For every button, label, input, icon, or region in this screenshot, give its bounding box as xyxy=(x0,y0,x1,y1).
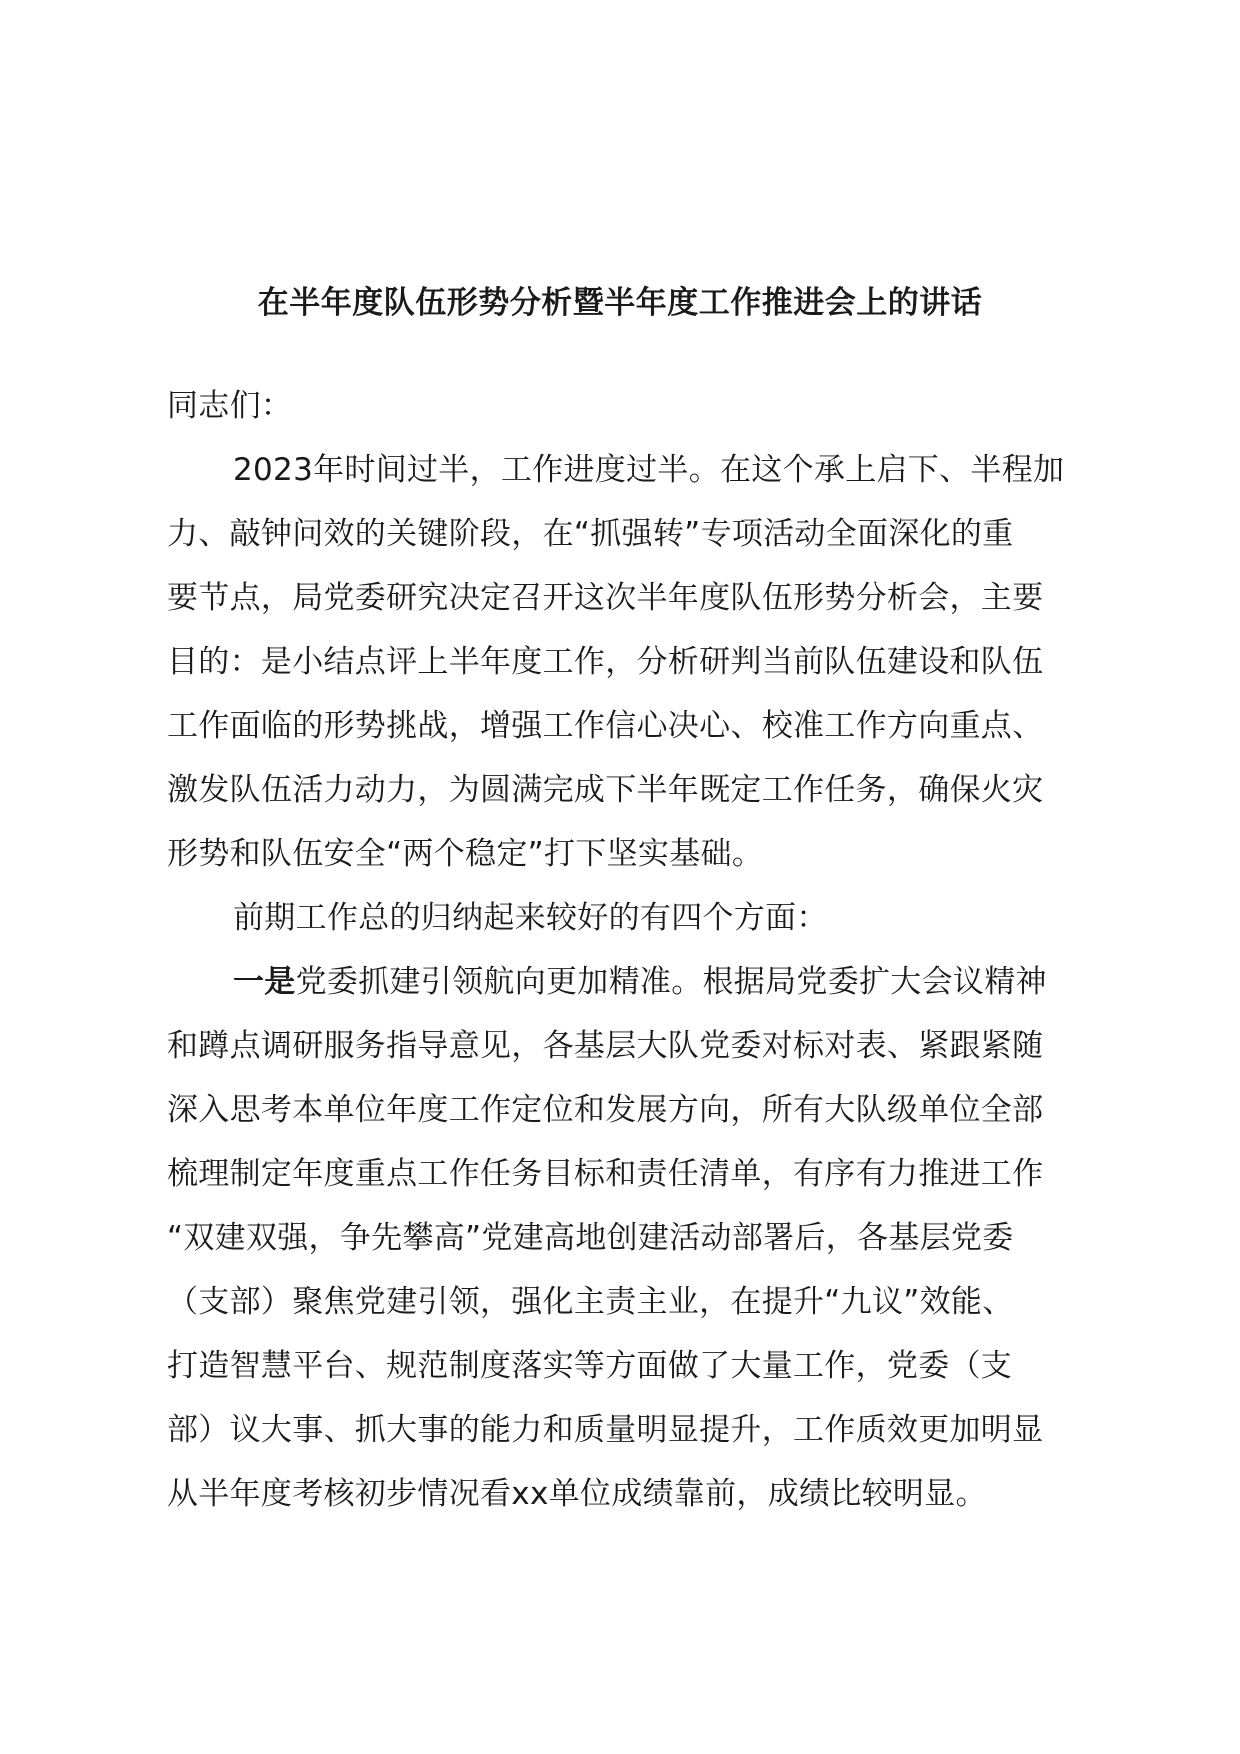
paragraph-line: 前期工作总的归纳起来较好的有四个方面： xyxy=(233,900,828,936)
paragraph-line: 激发队伍活力动力，为圆满完成下半年既定工作任务，确保火灾 xyxy=(167,772,1044,808)
paragraph-line xyxy=(167,950,1127,1014)
paragraph-line: 打造智慧平台、规范制度落实等方面做了大量工作，党委（支 xyxy=(167,1348,1013,1384)
paragraph-line: 工作面临的形势挑战，增强工作信心决心、校准工作方向重点、 xyxy=(167,708,1044,744)
paragraph-line: 梳理制定年度重点工作任务目标和责任清单，有序有力推进工作 xyxy=(167,1156,1044,1192)
paragraph-line: “双建双强，争先攀高”党建高地创建活动部署后，各基层党委 xyxy=(167,1220,1014,1256)
paragraph-line: 形势和队伍安全“两个稳定”打下坚实基础。 xyxy=(167,836,764,872)
document-body xyxy=(167,374,1127,1526)
salutation-line: 同志们： xyxy=(167,388,293,424)
paragraph-line: 力、敲钟问效的关键阶段，在“抓强转”专项活动全面深化的重 xyxy=(167,516,1014,552)
paragraph-line: 2023年时间过半，工作进度过半。在这个承上启下、半程加 xyxy=(233,452,1065,488)
paragraph-line: 从半年度考核初步情况看xx单位成绩靠前，成绩比较明显。 xyxy=(167,1476,987,1512)
paragraph-line-text: 党委抓建引领航向更加精准。根据局党委扩大会议精神 xyxy=(295,964,1047,1000)
paragraph-line: 目的：是小结点评上半年度工作，分析研判当前队伍建设和队伍 xyxy=(167,644,1044,680)
paragraph-line: 部）议大事、抓大事的能力和质量明显提升，工作质效更加明显 xyxy=(167,1412,1044,1448)
paragraph-line: 深入思考本单位年度工作定位和发展方向，所有大队级单位全部 xyxy=(167,1092,1044,1128)
document-title: 在半年度队伍形势分析暨半年度工作推进会上的讲话 xyxy=(257,285,983,321)
paragraph-line: （支部）聚焦党建引领，强化主责主业，在提升“九议”效能、 xyxy=(167,1284,1014,1320)
paragraph-lead: 一是 xyxy=(233,964,296,1000)
paragraph-line: 和蹲点调研服务指导意见，各基层大队党委对标对表、紧跟紧随 xyxy=(167,1028,1044,1064)
paragraph-line: 要节点，局党委研究决定召开这次半年度队伍形势分析会，主要 xyxy=(167,580,1044,616)
